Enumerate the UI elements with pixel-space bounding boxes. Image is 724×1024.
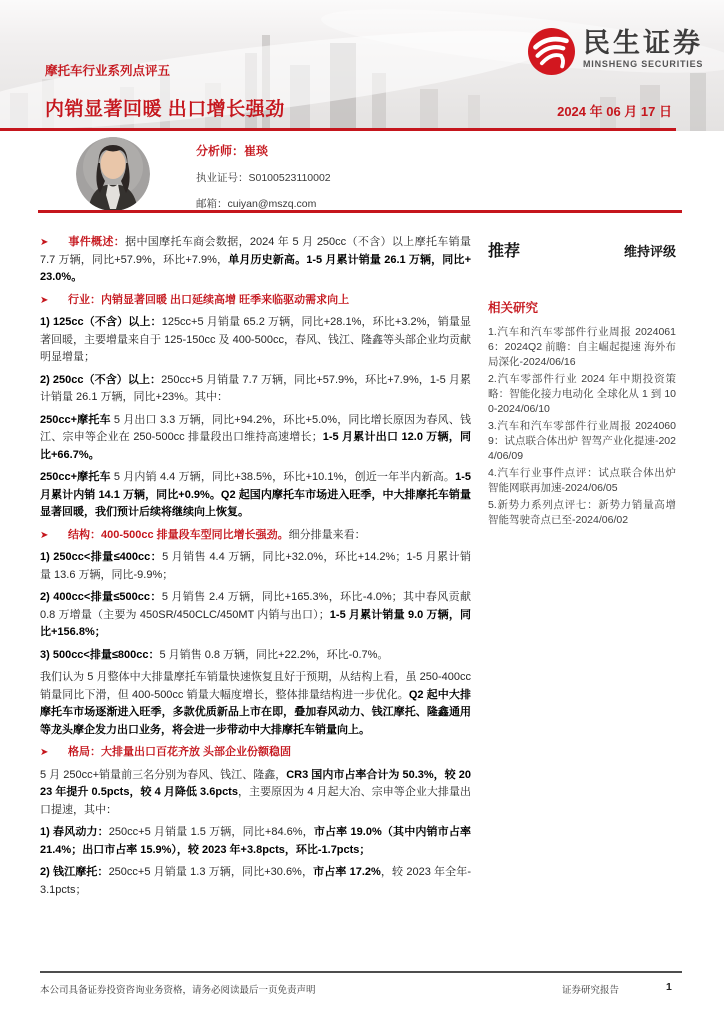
bullet-arrow-icon: ➤	[40, 294, 49, 306]
footer-page-number: 1	[666, 981, 672, 993]
text-run: 2) 250cc（不含）以上：	[40, 373, 162, 386]
footer-rule	[40, 971, 682, 973]
body-paragraph	[40, 412, 471, 465]
report-body	[40, 234, 471, 904]
report-date: 2024 年 06 月 17 日	[557, 104, 672, 119]
text-run: 250cc+摩托车	[40, 413, 111, 426]
bullet-arrow-icon: ➤	[40, 747, 49, 758]
related-research	[488, 298, 676, 528]
logo-text	[583, 28, 703, 69]
text-run: CR3 国内市占率合计为 50.3%，较 2023 年提升 0.5pcts，较 4 月降低 3.6pcts	[40, 768, 471, 798]
text-run: 250cc+摩托车	[40, 471, 111, 483]
section-heading-paragraph	[40, 234, 471, 287]
text-run: 1) 250cc<排量≤400cc：	[40, 551, 163, 563]
related-research-item: 4.汽车行业事件点评：试点联合体出炉 智能网联再加速-2024/06/05	[488, 467, 676, 494]
section-heading-paragraph	[40, 744, 471, 762]
text-run: 市占率 19.0%（其中内销市占率 21.4%；出口市占率 15.9%），较 2023 年+3.8pcts，环比-1.7pcts；	[40, 826, 472, 856]
text-run: 格局：大排量出口百花齐放 头部企业份额稳固	[68, 746, 292, 758]
text-run: 5 月出口 3.3 万辆，同比+94.2%，环比+5.0%，同比增长原因为春风、钱江、宗申等企业在 250-500cc 排量段出口维持高速增长；	[40, 413, 471, 443]
section-heading-paragraph	[40, 527, 471, 545]
body-paragraph	[40, 669, 471, 739]
analyst-photo-icon	[76, 137, 150, 211]
related-research-item: 3.汽车和汽车零部件行业周报 20240609：试点联合体出炉 智驾产业化提速-2024/06/09	[488, 420, 676, 462]
body-paragraph	[40, 589, 471, 642]
body-paragraph	[40, 767, 471, 820]
text-run: 250cc+5 月销量 1.5 万辆，同比+84.6%，	[108, 826, 314, 838]
rating-action: 维持评级	[623, 244, 676, 259]
body-paragraph	[40, 314, 471, 367]
text-run: 结构：400-500cc 排量段车型同比增长强劲。	[68, 528, 289, 541]
text-run: 125cc+5 月销量 65.2 万辆，同比+28.1%，环比+3.2%，销量显著回暖，主要增量来自于 125-150cc 及 400-500cc，春风、钱江、隆鑫等头部企业均贡献明显增量；	[40, 316, 471, 363]
bullet-arrow-icon: ➤	[40, 529, 49, 541]
text-run: 5 月销售 4.4 万辆，同比+32.0%，环比+14.2%；1-5 月累计销量 13.6 万辆，同比-9.9%；	[40, 551, 471, 581]
analyst-name: 分析师：崔琰	[196, 144, 269, 158]
body-paragraph	[40, 824, 471, 859]
text-run: 5 月 250cc+销量前三名分别为春风、钱江、隆鑫，	[40, 768, 287, 781]
page-title: 内销显著回暖 出口增长强劲	[45, 99, 285, 120]
body-paragraph	[40, 864, 471, 899]
sidebar	[488, 238, 676, 530]
body-paragraph	[40, 549, 471, 584]
analyst-email: 邮箱：cuiyan@mszq.com	[196, 198, 317, 210]
text-run: 3) 500cc<排量≤800cc：	[40, 648, 160, 661]
rating-row	[488, 238, 676, 261]
text-run: 1-5 月累计内销 14.1 万辆，同比+0.9%。Q2 起国内摩托车市场进入旺季，中大排摩托车销量显著回暖，我们预计后续将继续向上恢复。	[40, 471, 471, 518]
related-research-title: 相关研究	[488, 301, 539, 315]
body-paragraph	[40, 372, 471, 407]
text-run: 单月历史新高。1-5 月累计销量 26.1 万辆，同比+23.0%。	[40, 253, 471, 283]
text-run: 1-5 月累计出口 12.0 万辆，同比+66.7%。	[40, 431, 472, 461]
text-run: 行业：内销显著回暖 出口延续高增 旺季来临驱动需求向上	[68, 293, 350, 306]
text-run: 细分排量来看：	[288, 528, 366, 541]
text-run: 5 月销售 0.8 万辆，同比+22.2%，环比-0.7%。	[159, 648, 389, 661]
text-run: 事件概述：	[68, 236, 126, 248]
text-run: ，主要原因为 4 月起大冶、宗申等企业大排量出口提速，其中：	[40, 786, 471, 816]
logo-en: MINSHENG SECURITIES	[583, 59, 704, 69]
related-research-item: 2.汽车零部件行业 2024 年中期投资策略：智能化接力电动化 全球化从 1 到 100-2024/06/10	[488, 373, 676, 415]
rating-label: 推荐	[488, 243, 521, 260]
text-run: 2) 钱江摩托：	[40, 866, 109, 878]
related-research-item: 5.新势力系列点评七：新势力销量高增 智能驾驶奇点已至-2024/06/02	[488, 499, 676, 526]
text-run: 市占率 17.2%	[313, 866, 381, 878]
banner-red-rule	[0, 128, 676, 131]
text-run: 1-5 月累计销量 9.0 万辆，同比+156.8%；	[40, 608, 472, 638]
footer-disclaimer: 本公司具备证券投资咨询业务资格，请务必阅读最后一页免责声明	[40, 985, 316, 996]
text-run: 2) 400cc<排量≤500cc：	[40, 591, 162, 603]
series-title: 摩托车行业系列点评五	[45, 64, 171, 78]
body-paragraph	[40, 469, 471, 522]
text-run: 我们认为 5 月整体中大排量摩托车销量快速恢复且好于预期，从结构上看，虽 250-400cc 销量同比下滑，但 400-500cc 销量大幅度增长，整体排量结构进一步优化。	[40, 671, 471, 701]
analyst-avatar	[76, 137, 150, 211]
minsheng-logo-icon	[528, 28, 575, 75]
related-research-list	[488, 325, 676, 528]
analyst-info	[196, 142, 331, 211]
analyst-license: 执业证号：S0100523110002	[196, 172, 331, 184]
body-paragraph	[40, 647, 471, 665]
text-run: Q2 起中大排摩托车市场逐渐进入旺季，多款优质新品上市在即，叠加春风动力、钱江摩托、隆鑫通用等龙头摩企发力出口业务，将会进一步带动中大排摩托车销量向上。	[40, 688, 472, 736]
text-run: 250cc+5 月销量 1.3 万辆，同比+30.6%，	[108, 866, 314, 878]
section-heading-paragraph	[40, 292, 471, 310]
brand-logo	[528, 28, 703, 75]
logo-cn: 民生证券	[583, 28, 703, 58]
text-run: 250cc+5 月销量 7.7 万辆，同比+57.9%，环比+7.9%，1-5 月累计销量 26.1 万辆，同比+23%。其中：	[40, 373, 471, 403]
text-run: 据中国摩托车商会数据，2024 年 5 月 250cc（不含）以上摩托车销量 7.7 万辆，同比+57.9%，环比+7.9%，	[40, 236, 471, 266]
text-run: ，较 2023 年全年-3.1pcts；	[40, 866, 472, 896]
header-banner	[0, 0, 724, 131]
text-run: 5 月销售 2.4 万辆，同比+165.3%，环比-4.0%；其中春风贡献 0.8 万增量（主要为 450SR/450CLC/450MT 内销与出口）；	[40, 591, 471, 621]
footer-doc-type: 证券研究报告	[562, 985, 620, 996]
bullet-arrow-icon: ➤	[40, 237, 49, 248]
text-run: 5 月内销 4.4 万辆，同比+38.5%，环比+10.1%，创近一年半内新高。	[110, 471, 456, 483]
text-run: 1) 125cc（不含）以上：	[40, 316, 162, 328]
red-divider	[38, 210, 682, 213]
related-research-item: 1.汽车和汽车零部件行业周报 20240616：2024Q2 前瞻：自主崛起提速 海外布局深化-2024/06/16	[488, 326, 676, 368]
text-run: 1) 春风动力：	[40, 826, 109, 838]
